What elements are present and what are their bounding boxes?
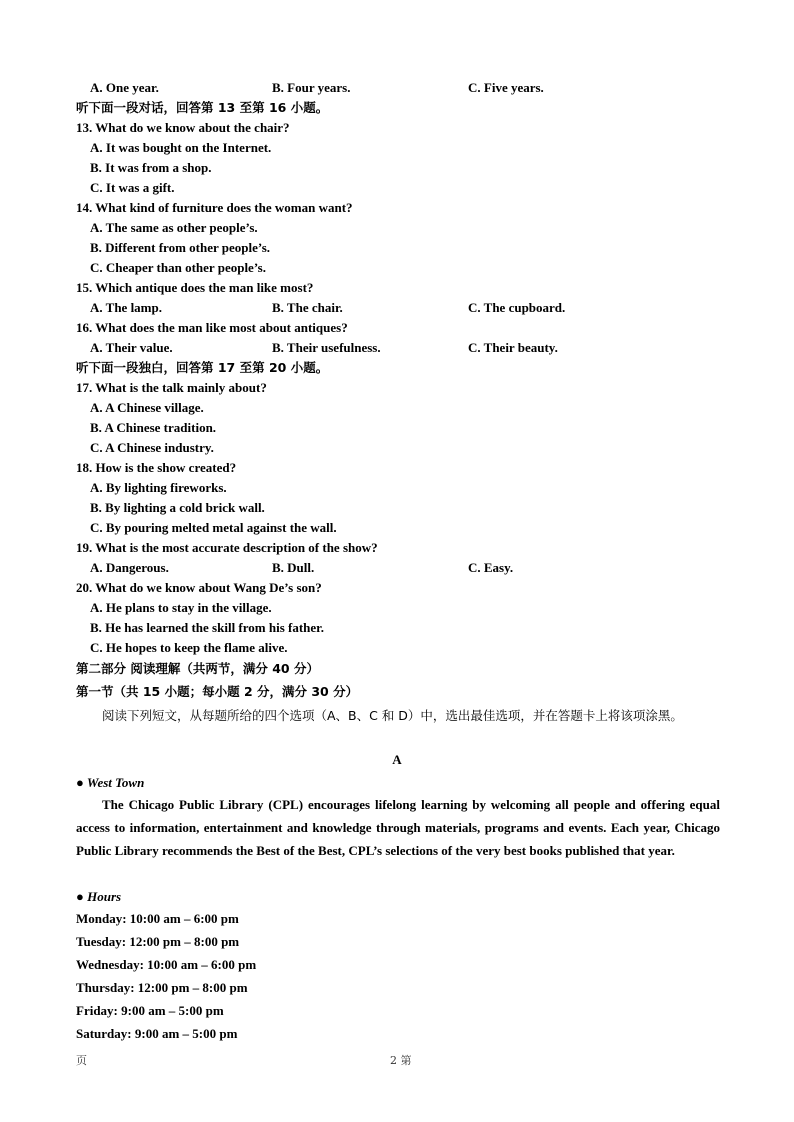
q20-option-b: B. He has learned the skill from his father.: [90, 620, 325, 635]
footer-page-number: 2 第: [390, 1054, 412, 1067]
section-heading-13-16: 听下面一段对话，回答第 13 至第 16 小题。: [76, 100, 329, 115]
q16-stem: 16. What does the man like most about antiques?: [76, 320, 348, 335]
q18-option-c: C. By pouring melted metal against the wall.: [90, 520, 337, 535]
q14-option-c: C. Cheaper than other people’s.: [90, 260, 266, 275]
west-town-heading: ● West Town: [76, 775, 145, 790]
footer-left: 页: [76, 1054, 87, 1067]
q18-stem: 18. How is the show created?: [76, 460, 237, 475]
q16-option-b: B. Their usefulness.: [272, 340, 381, 355]
section-heading-17-20: 听下面一段独白，回答第 17 至第 20 小题。: [76, 360, 329, 375]
q18-option-a: A. By lighting fireworks.: [90, 480, 227, 495]
q13-option-c: C. It was a gift.: [90, 180, 175, 195]
part2-instructions-text: 阅读下列短文，从每题所给的四个选项（A、B、C 和 D）中，选出最佳选项，并在答题卡上将该项涂黑。: [102, 708, 683, 723]
q13-stem: 13. What do we know about the chair?: [76, 120, 290, 135]
q17-option-c: C. A Chinese industry.: [90, 440, 214, 455]
q15-option-a: A. The lamp.: [90, 300, 162, 315]
q13-option-a: A. It was bought on the Internet.: [90, 140, 272, 155]
q14-option-b: B. Different from other people’s.: [90, 240, 271, 255]
q14-option-a: A. The same as other people’s.: [90, 220, 258, 235]
q14-stem: 14. What kind of furniture does the woman want?: [76, 200, 353, 215]
q17-stem: 17. What is the talk mainly about?: [76, 380, 267, 395]
hours-friday: Friday: 9:00 am – 5:00 pm: [76, 1003, 224, 1018]
hours-thursday: Thursday: 12:00 pm – 8:00 pm: [76, 980, 248, 995]
q17-option-a: A. A Chinese village.: [90, 400, 204, 415]
q17-option-b: B. A Chinese tradition.: [90, 420, 217, 435]
q20-option-c: C. He hopes to keep the flame alive.: [90, 640, 288, 655]
hours-wednesday: Wednesday: 10:00 am – 6:00 pm: [76, 957, 257, 972]
q20-stem: 20. What do we know about Wang De’s son?: [76, 580, 322, 595]
q16-option-c: C. Their beauty.: [468, 340, 558, 355]
part2-instructions: [76, 704, 720, 727]
q15-option-b: B. The chair.: [272, 300, 343, 315]
q15-stem: 15. Which antique does the man like most?: [76, 280, 314, 295]
q16-option-a: A. Their value.: [90, 340, 173, 355]
q19-option-a: A. Dangerous.: [90, 560, 169, 575]
hours-heading: ● Hours: [76, 889, 122, 904]
hours-saturday: Saturday: 9:00 am – 5:00 pm: [76, 1026, 238, 1041]
part2-subtitle: 第一节（共 15 小题；每小题 2 分，满分 30 分）: [76, 684, 359, 699]
q12-option-c: C. Five years.: [468, 80, 544, 95]
hours-tuesday: Tuesday: 12:00 pm – 8:00 pm: [76, 934, 240, 949]
q15-option-c: C. The cupboard.: [468, 300, 566, 315]
part2-title: 第二部分 阅读理解（共两节，满分 40 分）: [76, 661, 319, 676]
q13-option-b: B. It was from a shop.: [90, 160, 212, 175]
q19-stem: 19. What is the most accurate description of the show?: [76, 540, 378, 555]
cpl-paragraph: [76, 793, 720, 862]
cpl-paragraph-text: The Chicago Public Library (CPL) encourages lifelong learning by welcoming all people and offering equal access to information, entertainment and knowledge through materials, programs and events. Each year, Chicago Public Library recommends the Best of the Best, CPL’s selections of the very best books published that year.: [76, 797, 720, 858]
hours-monday: Monday: 10:00 am – 6:00 pm: [76, 911, 239, 926]
passage-letter: A: [392, 752, 402, 767]
q18-option-b: B. By lighting a cold brick wall.: [90, 500, 265, 515]
hours-list: [76, 907, 256, 1045]
q12-option-b: B. Four years.: [272, 80, 351, 95]
q19-option-b: B. Dull.: [272, 560, 315, 575]
q12-option-a: A. One year.: [90, 80, 159, 95]
q19-option-c: C. Easy.: [468, 560, 514, 575]
q20-option-a: A. He plans to stay in the village.: [90, 600, 272, 615]
